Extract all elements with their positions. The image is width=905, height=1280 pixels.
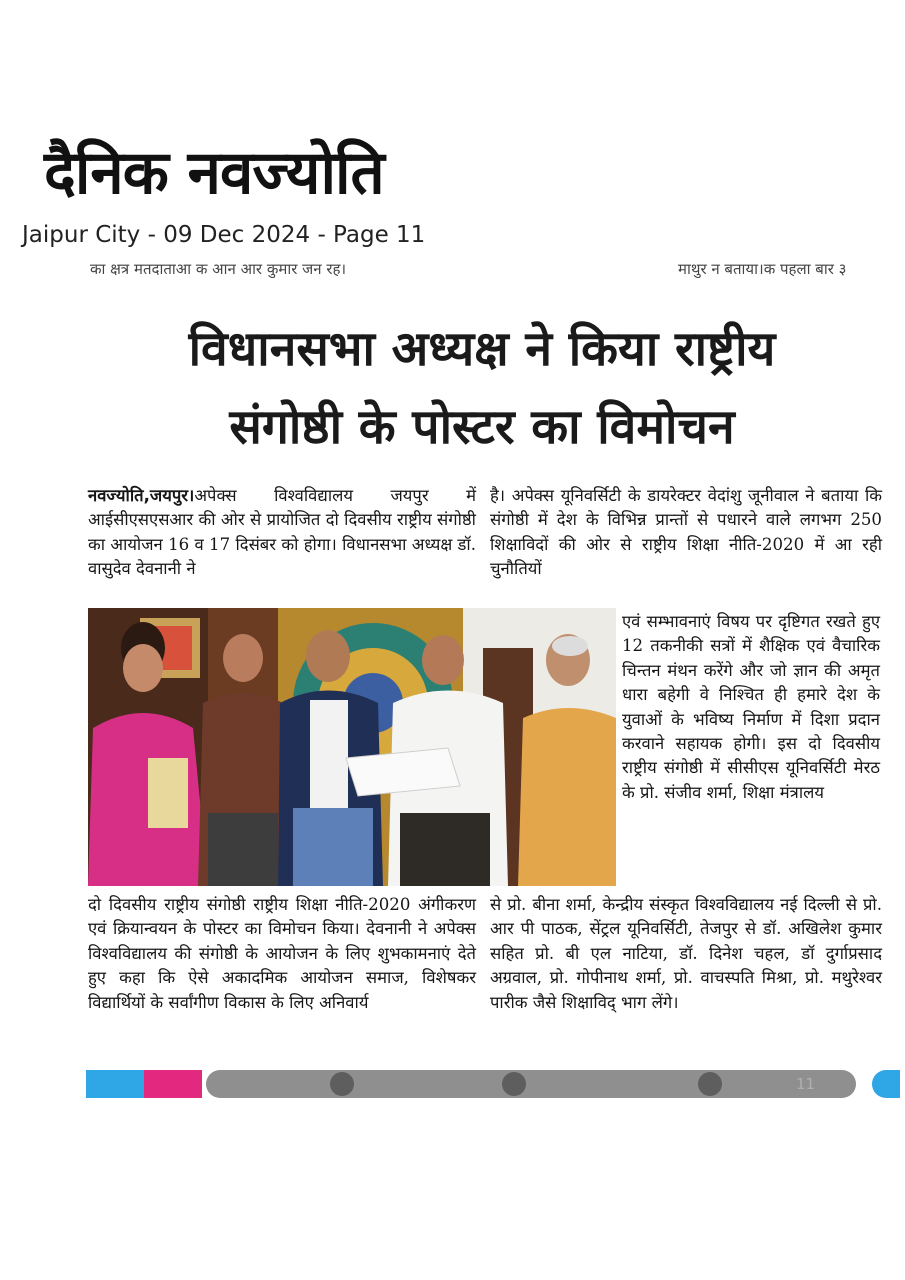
- news-photo: [88, 608, 616, 886]
- article-dateline: नवज्योति,जयपुर।: [88, 486, 195, 505]
- footer-bar-blue-edge: [872, 1070, 900, 1098]
- newspaper-masthead: दैनिक नवज्योति: [44, 138, 384, 208]
- article-column-left-bottom: दो दिवसीय राष्ट्रीय संगोष्ठी राष्ट्रीय शिक्षा नीति-2020 अंगीकरण एवं क्रियान्वयन के पोस्टर का विमोचन किया। देवनानी ने अपेक्स विश्वविद्यालय की संगोष्ठी के आयोजन के लिए शुभकामनाएं देते हुए कहा कि ऐसे अकादमिक आयोजन समाज, विशेषकर विद्यार्थियों के सर्वांगीण विकास के लिए अनिवार्य: [88, 895, 476, 1012]
- footer-dot-1: [330, 1072, 354, 1096]
- edition-line: Jaipur City - 09 Dec 2024 - Page 11: [22, 222, 426, 248]
- footer-bar-blue-segment: [86, 1070, 144, 1098]
- footer-dot-3: [698, 1072, 722, 1096]
- footer-bar-gray-track: [206, 1070, 856, 1098]
- photo-illustration: [88, 608, 616, 886]
- footer-bar-pink-segment: [144, 1070, 202, 1098]
- cut-off-text-left: का क्षत्र मतदाताआ क आन आर कुमार जन रह।: [90, 260, 347, 278]
- article-column-right-wrap: एवं सम्भावनाएं विषय पर दृष्टिगत रखते हुए 12 तकनीकी सत्रों में शैक्षिक एवं वैचारिक चिन्तन मंथन करेंगे और जो ज्ञान की अमृत धारा बहेगी वे निश्चित ही हमारे देश के युवाओं के भविष्य निर्माण में दिशा प्रदान करवाने सहायक होगी। इस दो दिवसीय राष्ट्रीय संगोष्ठी में सीसीएस यूनिवर्सिटी मेरठ के प्रो. संजीव शर्मा, शिक्षा मंत्रालय: [622, 612, 880, 802]
- headline-line-2: संगोष्ठी के पोस्टर का विमोचन: [229, 399, 735, 455]
- article-headline: [82, 310, 882, 466]
- headline-line-1: विधानसभा अध्यक्ष ने किया राष्ट्रीय: [188, 321, 776, 377]
- article-column-right-top: है। अपेक्स यूनिवर्सिटी के डायरेक्टर वेदांशु जूनीवाल ने बताया कि संगोष्ठी में देश के विभिन्न प्रान्तों से पधारने वाले लगभग 250 शिक्षाविदों की ओर से राष्ट्रीय शिक्षा नीति-2020 में आ रही चुनौतियों: [490, 486, 882, 579]
- footer-dot-2: [502, 1072, 526, 1096]
- cut-off-text-right: माथुर न बताया।क पहला बार ३: [678, 260, 847, 278]
- article-text: अपेक्स विश्वविद्यालय जयपुर में आईसीएसएसआर की ओर से प्रायोजित दो दिवसीय राष्ट्रीय संगोष्ठी का आयोजन 16 व 17 दिसंबर को होगा। विधानसभा अध्यक्ष डॉ. वासुदेव देवनानी ने: [88, 486, 476, 579]
- article-column-left-top: [88, 484, 476, 582]
- article-column-right-bottom: से प्रो. बीना शर्मा, केन्द्रीय संस्कृत विश्वविद्यालय नई दिल्ली से प्रो. आर पी पाठक, सेंट्रल यूनिवर्सिटी, तेजपुर से डॉ. अखिलेश कुमार सहित प्रो. बी एल नाटिया, डॉ. दिनेश चहल, डॉ दुर्गाप्रसाद अग्रवाल, प्रो. गोपीनाथ शर्मा, प्रो. वाचस्पति मिश्रा, प्रो. मथुरेश्वर पारीक जैसे शिक्षाविद् भाग लेंगे।: [490, 895, 882, 1012]
- footer-page-number: 11: [796, 1075, 816, 1093]
